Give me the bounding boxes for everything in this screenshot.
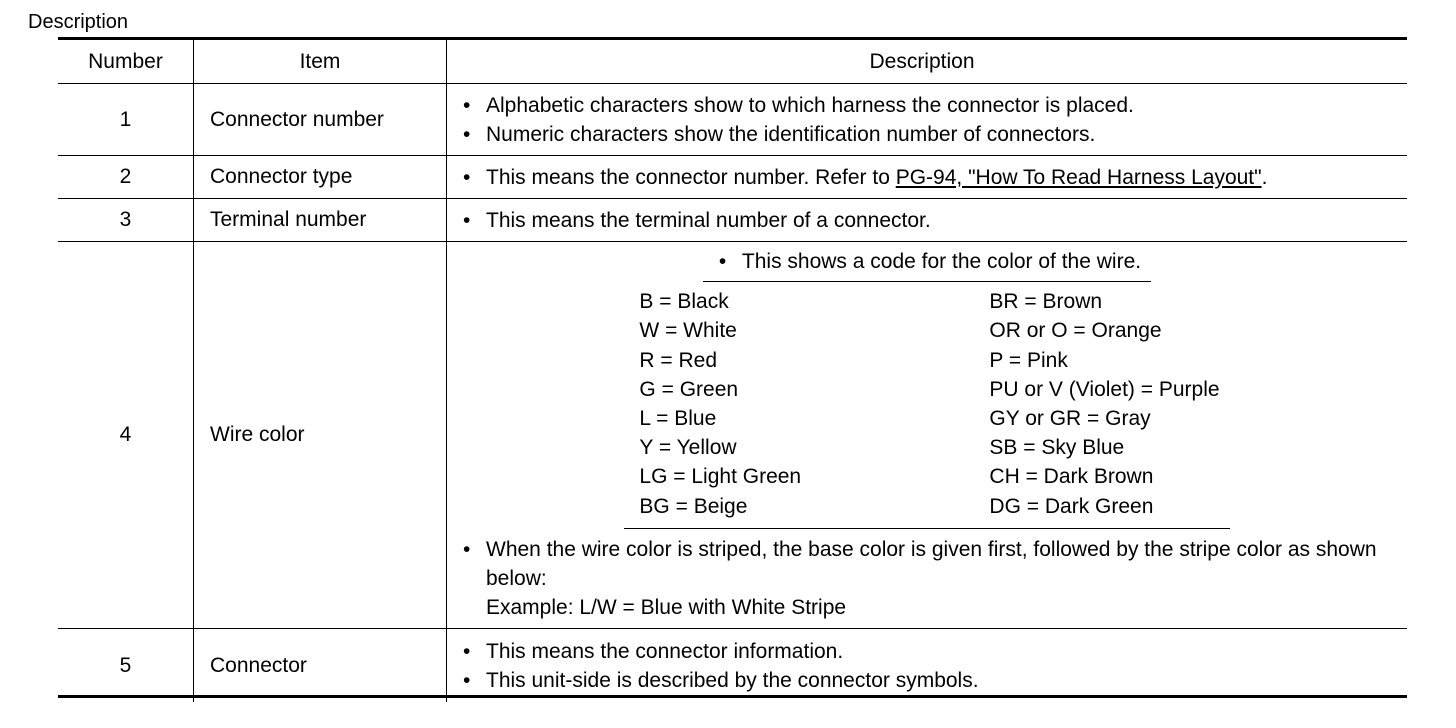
- color-code: L = Blue: [639, 407, 717, 430]
- bullet-list: [462, 637, 979, 695]
- color-code: B = Black: [639, 290, 729, 314]
- row-number: 1: [58, 84, 194, 156]
- color-code-columns: [639, 287, 1219, 521]
- header-number: Number: [58, 40, 194, 84]
- color-code: P = Pink: [989, 348, 1068, 372]
- description-table: [58, 37, 1407, 698]
- striped-wire-note: [447, 529, 1407, 628]
- color-code: PU or V (Violet) = Purple: [989, 377, 1220, 401]
- bullet-list: [462, 163, 1267, 192]
- color-code-column-left: [639, 287, 989, 521]
- row-number: 3: [58, 199, 194, 242]
- bullet-item: • This unit-side is described by the connector symbols.: [462, 666, 979, 695]
- bullet-list: [462, 206, 931, 235]
- bullet-list: [718, 247, 1141, 276]
- color-code: GY or GR = Gray: [989, 407, 1151, 430]
- row-number: 4: [58, 242, 194, 629]
- bullet-item: • Numeric characters show the identification number of connectors.: [462, 120, 1134, 149]
- bullet-item: • This shows a code for the color of the wire.: [718, 247, 1141, 276]
- striped-note-text: When the wire color is striped, the base color is given first, followed by the stripe color as shown below:: [486, 538, 1377, 590]
- row-description: [447, 629, 1407, 702]
- wire-color-intro: [703, 242, 1151, 282]
- color-code-column-right: [989, 287, 1219, 521]
- row-description: [447, 199, 1407, 242]
- color-code: SB = Sky Blue: [989, 436, 1125, 460]
- striped-example: Example: L/W = Blue with White Stripe: [486, 596, 847, 619]
- row-item: Terminal number: [194, 199, 447, 242]
- color-code: LG = Light Green: [639, 465, 802, 489]
- wire-color-description: [447, 242, 1407, 629]
- row-number: 2: [58, 156, 194, 199]
- bullet-item: • This means the connector information.: [462, 637, 979, 666]
- color-code: BG = Beige: [639, 494, 748, 518]
- section-heading: Description: [28, 11, 129, 33]
- bullet-list: [462, 91, 1134, 149]
- header-description: Description: [447, 40, 1407, 84]
- row-item: Connector: [194, 629, 447, 702]
- row-number: 5: [58, 629, 194, 702]
- color-code: DG = Dark Green: [989, 494, 1154, 518]
- row-item: Connector number: [194, 84, 447, 156]
- bullet-text-end: .: [1261, 165, 1268, 189]
- bullet-list: [462, 535, 1397, 622]
- color-code: R = Red: [639, 348, 718, 372]
- bullet-text: This means the connector number. Refer to: [486, 165, 896, 189]
- wire-color-codes: [624, 282, 1229, 529]
- row-description: [447, 84, 1407, 156]
- bullet-item: • This means the terminal number of a connector.: [462, 206, 931, 235]
- header-item: Item: [194, 40, 447, 84]
- row-item: Connector type: [194, 156, 447, 199]
- row-description: [447, 156, 1407, 199]
- color-code: W = White: [639, 319, 737, 343]
- color-code: OR or O = Orange: [989, 319, 1162, 343]
- bullet-item: • Alphabetic characters show to which harness the connector is placed.: [462, 91, 1134, 120]
- color-code: Y = Yellow: [639, 436, 737, 460]
- row-item: Wire color: [194, 242, 447, 629]
- color-code: G = Green: [639, 377, 739, 401]
- harness-layout-link[interactable]: PG-94, "How To Read Harness Layout": [895, 165, 1262, 189]
- color-code: BR = Brown: [989, 290, 1103, 314]
- bullet-item: [462, 535, 1397, 622]
- color-code: CH = Dark Brown: [989, 465, 1154, 489]
- bullet-item: [462, 163, 1267, 192]
